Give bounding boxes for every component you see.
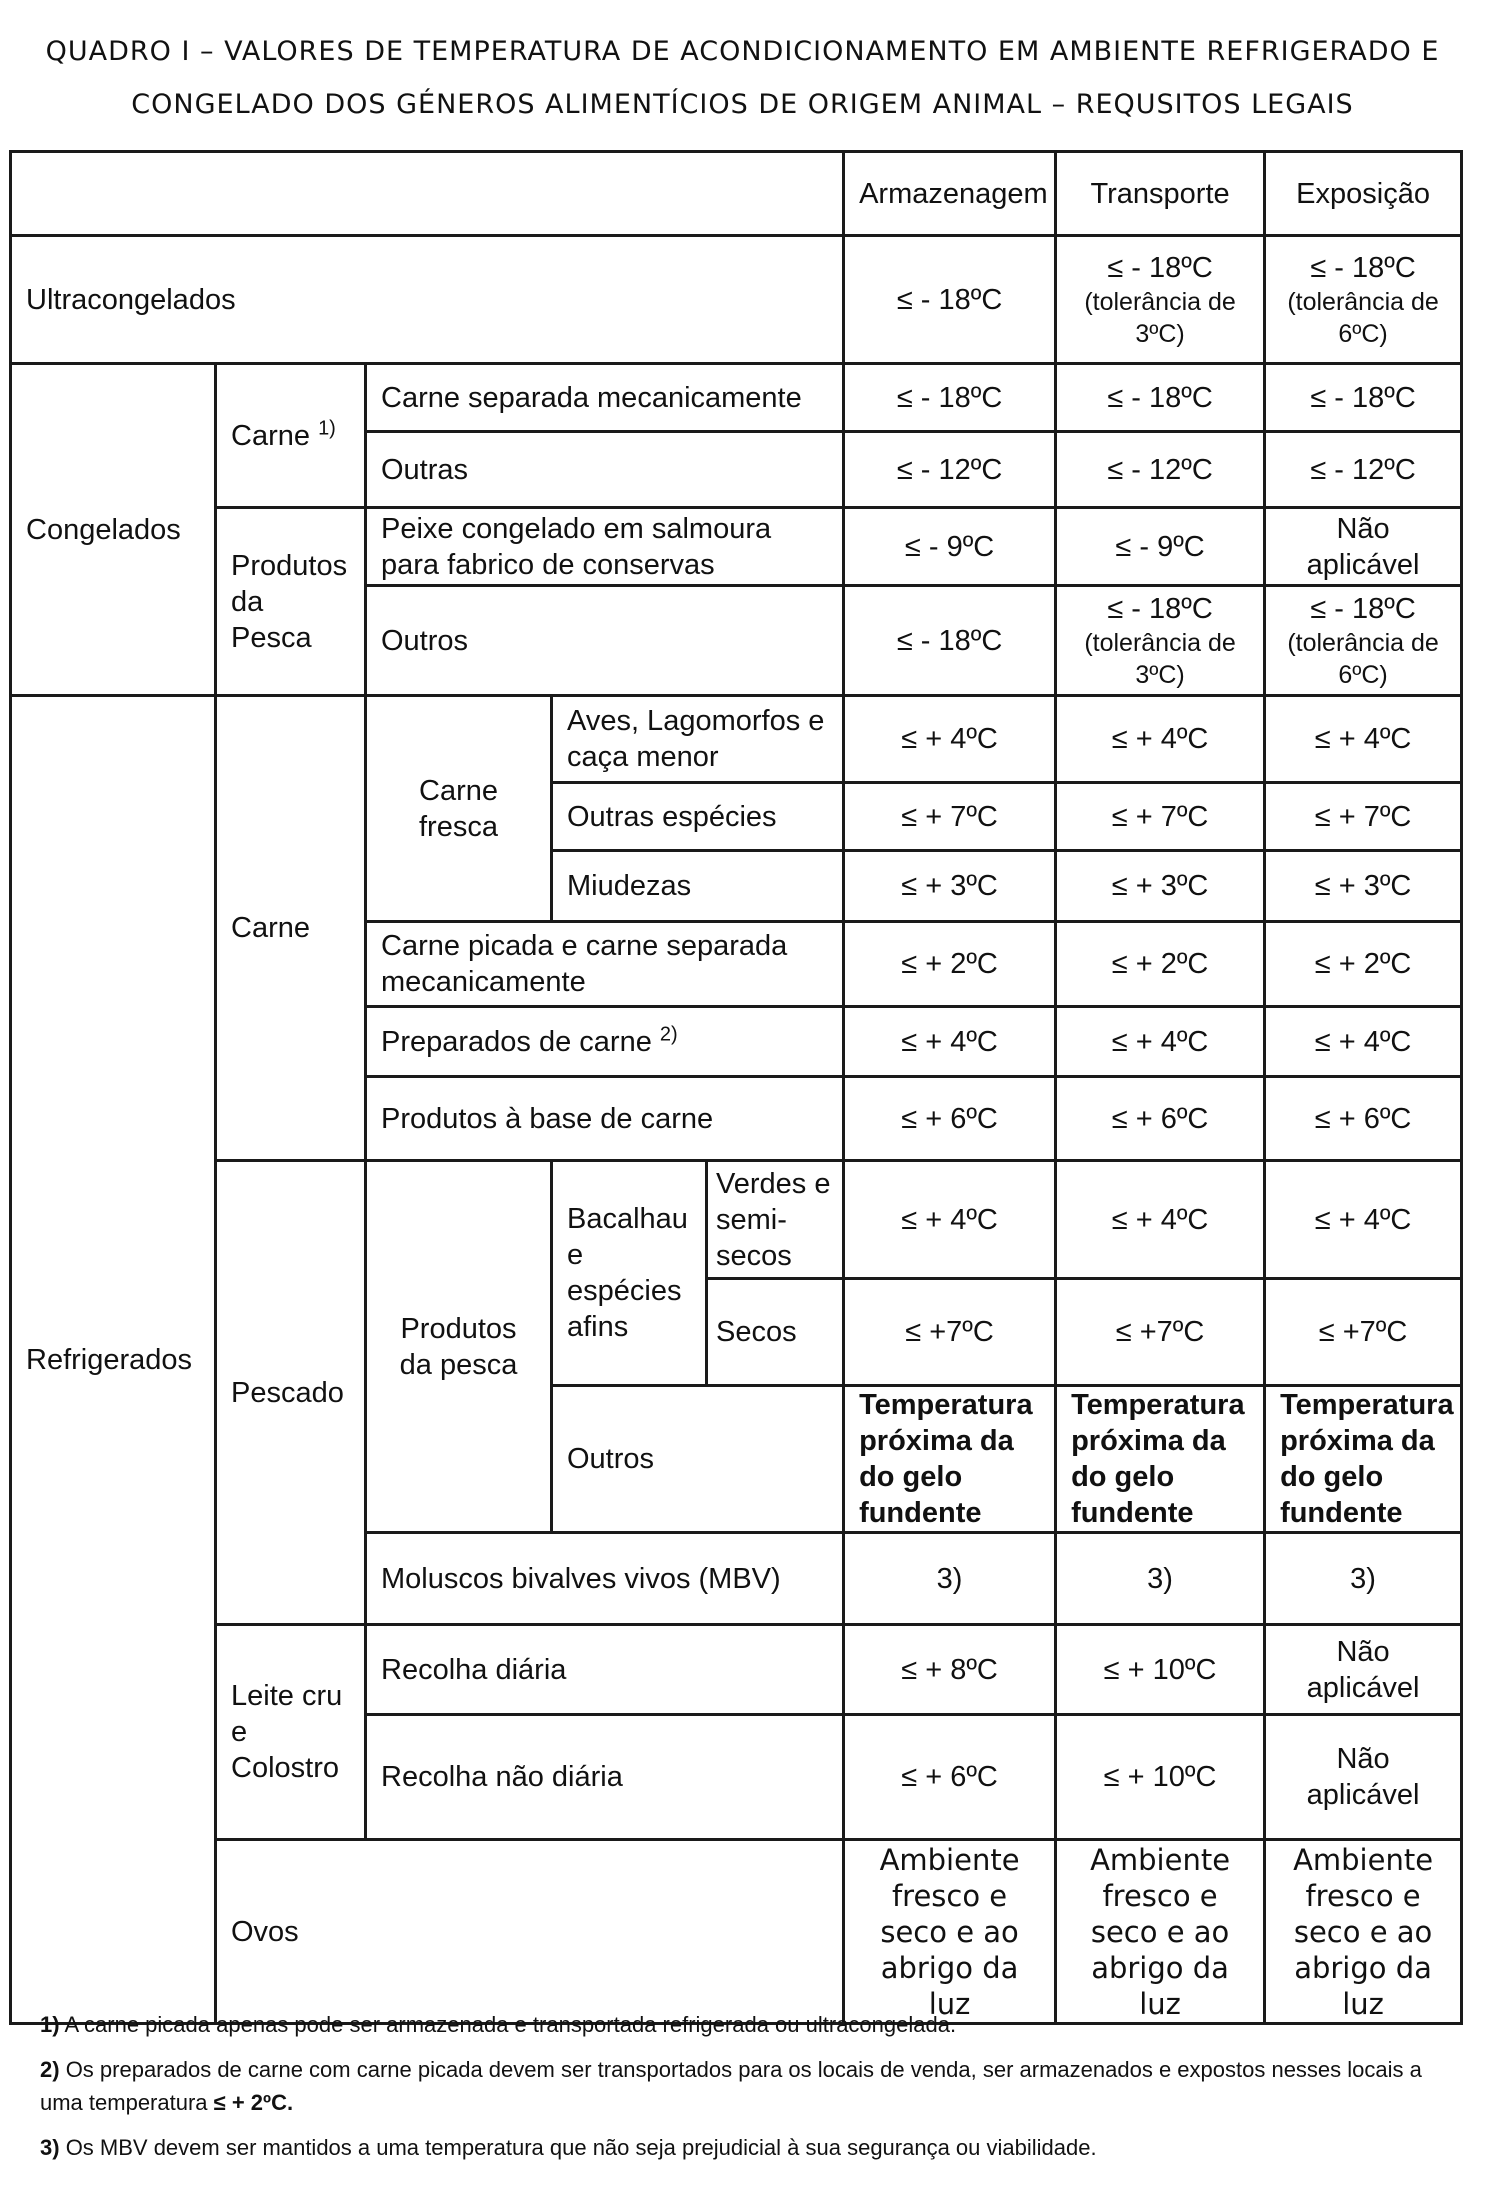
value-cell: ≤ + 10ºC: [1056, 1625, 1265, 1715]
label-carne-congelada: Carne $^{1)}$: [216, 364, 366, 508]
label-verdes: Verdes e semi-secos: [707, 1161, 844, 1279]
label-recolha-nao-diaria: Recolha não diária: [366, 1715, 844, 1840]
header-armazenagem: Armazenagem: [844, 152, 1056, 236]
footnotes: [40, 2008, 1460, 2176]
label-bacalhau: Bacalhau e espécies afins: [552, 1161, 707, 1386]
label-pescado-outros: Outros: [552, 1386, 844, 1533]
value-cell: ≤ - 9ºC: [844, 508, 1056, 586]
value-cell: Ambiente fresco e seco e ao abrigo da luz: [1056, 1840, 1265, 2024]
label-peixe-salmoura: Peixe congelado em salmoura para fabrico de conservas: [366, 508, 844, 586]
table-row: [11, 508, 1462, 586]
header-empty: [11, 152, 844, 236]
label-carne-picada: Carne picada e carne separada mecanicamente: [366, 922, 844, 1007]
value-cell: Ambiente fresco e seco e ao abrigo da luz: [1265, 1840, 1462, 2024]
value-cell: ≤ - 12ºC: [1056, 432, 1265, 508]
label-ultracongelados: Ultracongelados: [11, 236, 844, 364]
value-cell: [1265, 586, 1462, 696]
footnote-number: 3): [40, 2135, 60, 2160]
value-cell: ≤ - 18ºC: [844, 364, 1056, 432]
label-carne-fresca: Carne fresca: [366, 696, 552, 922]
table-row: [11, 696, 1462, 783]
value-cell: ≤ +7ºC: [844, 1279, 1056, 1386]
value-cell: [1056, 236, 1265, 364]
header-row: [11, 152, 1462, 236]
footnote-text: Os MBV devem ser mantidos a uma temperatura que não seja prejudicial à sua segurança ou viabilidade.: [65, 2135, 1097, 2160]
value-cell: ≤ + 4ºC: [1056, 1007, 1265, 1077]
table-row: [11, 1161, 1462, 1279]
label-secos: Secos: [707, 1279, 844, 1386]
value-cell: Temperatura próxima da do gelo fundente: [844, 1386, 1056, 1533]
value-cell: 3): [844, 1533, 1056, 1625]
label-produtos-base: Produtos à base de carne: [366, 1077, 844, 1161]
value-cell: ≤ - 18ºC: [1056, 364, 1265, 432]
label-mbv: Moluscos bivalves vivos (MBV): [366, 1533, 844, 1625]
value-cell: ≤ + 4ºC: [1265, 1007, 1462, 1077]
footnote-ref: 1): [318, 416, 336, 439]
value-cell: ≤ + 6ºC: [1056, 1077, 1265, 1161]
value-cell: ≤ - 9ºC: [1056, 508, 1265, 586]
value-cell: Não aplicável: [1265, 1715, 1462, 1840]
value-cell: Não aplicável: [1265, 508, 1462, 586]
tolerance-note: (tolerância de 3ºC): [1084, 287, 1236, 348]
header-transporte: Transporte: [1056, 152, 1265, 236]
footnote-text: A carne picada apenas pode ser armazenada e transportada refrigerada ou ultracongelada.: [64, 2012, 957, 2037]
table-title-line1: QUADRO I – VALORES DE TEMPERATURA DE ACONDICIONAMENTO EM AMBIENTE REFRIGERADO E: [45, 36, 1440, 67]
label-outras: Outras: [366, 432, 844, 508]
label-recolha-diaria: Recolha diária: [366, 1625, 844, 1715]
value-text: ≤ - 18ºC: [1107, 592, 1213, 625]
value-cell: ≤ - 18ºC: [844, 236, 1056, 364]
value-cell: ≤ + 4ºC: [844, 1161, 1056, 1279]
value-cell: ≤ + 4ºC: [1265, 696, 1462, 783]
value-cell: Temperatura próxima da do gelo fundente: [1056, 1386, 1265, 1533]
value-cell: ≤ + 7ºC: [1056, 783, 1265, 851]
value-cell: ≤ + 3ºC: [844, 851, 1056, 922]
footnote-2: [40, 2053, 1460, 2119]
table-row: [11, 236, 1462, 364]
table-row: [11, 1625, 1462, 1715]
label-carne-refrigerada: Carne: [216, 696, 366, 1161]
value-cell: ≤ +7ºC: [1265, 1279, 1462, 1386]
tolerance-note: (tolerância de 6ºC): [1287, 287, 1439, 348]
value-cell: ≤ + 4ºC: [1056, 696, 1265, 783]
label-miudezas: Miudezas: [552, 851, 844, 922]
table-title-line2: CONGELADO DOS GÉNEROS ALIMENTÍCIOS DE ORIGEM ANIMAL – REQUSITOS LEGAIS: [131, 89, 1354, 120]
label-carne-separada: Carne separada mecanicamente: [366, 364, 844, 432]
label-pescado: Pescado: [216, 1161, 366, 1625]
value-cell: Ambiente fresco e seco e ao abrigo da luz: [844, 1840, 1056, 2024]
label-produtos-da-pesca: Produtos da pesca: [366, 1161, 552, 1533]
value-cell: ≤ + 6ºC: [844, 1077, 1056, 1161]
footnote-1: [40, 2008, 1460, 2041]
label-aves: Aves, Lagomorfos e caça menor: [552, 696, 844, 783]
footnote-value: ≤ + 2ºC.: [213, 2090, 294, 2115]
footnote-number: 1): [40, 2012, 60, 2037]
header-exposicao: Exposição: [1265, 152, 1462, 236]
label-produtos-pesca: Produtos da Pesca: [216, 508, 366, 696]
table-row: [11, 1840, 1462, 2024]
value-text: ≤ - 18ºC: [1310, 251, 1416, 284]
value-cell: ≤ + 10ºC: [1056, 1715, 1265, 1840]
value-cell: ≤ + 7ºC: [1265, 783, 1462, 851]
value-cell: ≤ - 12ºC: [1265, 432, 1462, 508]
label-preparados: Preparados de carne $^{2)}$: [366, 1007, 844, 1077]
value-cell: ≤ - 12ºC: [844, 432, 1056, 508]
value-cell: ≤ + 2ºC: [1265, 922, 1462, 1007]
tolerance-note: (tolerância de 3ºC): [1084, 628, 1236, 689]
footnote-3: [40, 2131, 1460, 2164]
value-cell: ≤ + 3ºC: [1265, 851, 1462, 922]
label-outros: Outros: [366, 586, 844, 696]
label-congelados: Congelados: [11, 364, 216, 696]
value-cell: ≤ + 4ºC: [1265, 1161, 1462, 1279]
value-cell: ≤ + 4ºC: [1056, 1161, 1265, 1279]
value-cell: 3): [1265, 1533, 1462, 1625]
value-cell: ≤ +7ºC: [1056, 1279, 1265, 1386]
table-row: [11, 364, 1462, 432]
value-cell: ≤ + 3ºC: [1056, 851, 1265, 922]
value-cell: ≤ + 4ºC: [844, 1007, 1056, 1077]
value-cell: [1265, 236, 1462, 364]
value-cell: ≤ + 7ºC: [844, 783, 1056, 851]
value-cell: Temperatura próxima da do gelo fundente: [1265, 1386, 1462, 1533]
footnote-ref: 2): [659, 1022, 678, 1045]
label-outras-especies: Outras espécies: [552, 783, 844, 851]
label-leite: Leite cru e Colostro: [216, 1625, 366, 1840]
value-cell: ≤ - 18ºC: [844, 586, 1056, 696]
footnote-text: Os preparados de carne com carne picada devem ser transportados para os locais de venda, ser armazenados e expostos nesses locais a uma temperatura: [40, 2057, 1422, 2115]
value-cell: ≤ + 8ºC: [844, 1625, 1056, 1715]
value-cell: ≤ - 18ºC: [1265, 364, 1462, 432]
value-cell: Não aplicável: [1265, 1625, 1462, 1715]
value-cell: ≤ + 2ºC: [1056, 922, 1265, 1007]
tolerance-note: (tolerância de 6ºC): [1287, 628, 1439, 689]
value-cell: 3): [1056, 1533, 1265, 1625]
value-text: ≤ - 18ºC: [1107, 251, 1213, 284]
value-cell: [1056, 586, 1265, 696]
value-text: ≤ - 18ºC: [1310, 592, 1416, 625]
value-cell: ≤ + 6ºC: [1265, 1077, 1462, 1161]
value-cell: ≤ + 2ºC: [844, 922, 1056, 1007]
label-ovos: Ovos: [216, 1840, 844, 2024]
label-refrigerados: Refrigerados: [11, 696, 216, 2024]
temperature-table: [9, 150, 1463, 2025]
value-cell: ≤ + 4ºC: [844, 696, 1056, 783]
footnote-number: 2): [40, 2057, 60, 2082]
value-cell: ≤ + 6ºC: [844, 1715, 1056, 1840]
